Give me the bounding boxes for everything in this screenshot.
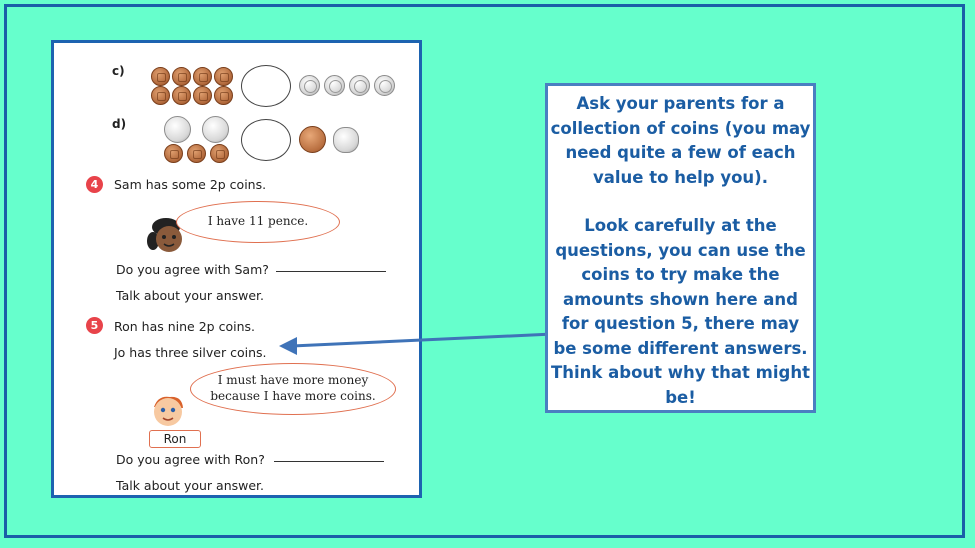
instructions-paragraph-2: Look carefully at the questions, you can use the coins to try make the amounts shown here and for question 5, there may be some different answers. Think about why that might be! [551,216,810,407]
question-5-line1: Ron has nine 2p coins. [114,319,255,334]
part-d-label: d) [112,117,127,131]
question-4-text: Sam has some 2p coins. [114,177,267,192]
arrow-shaft [292,334,553,346]
question-5-badge: 5 [86,317,103,334]
sam-speech-text: I have 11 pence. [207,214,309,228]
question-4-agree-prompt: Do you agree with Sam? [116,262,269,277]
instructions-box [545,83,816,413]
question-5-agree-prompt: Do you agree with Ron? [116,452,265,467]
question-4-talk: Talk about your answer. [116,288,265,303]
part-c-label: c) [112,64,125,78]
arrow-head-icon [279,337,297,355]
instructions-paragraph-1: Ask your parents for a collection of coins (you may need quite a few of each value to help you). [550,94,811,187]
ron-speech-line2: because I have more coins. [210,389,376,403]
ron-name-label: Ron [149,430,201,448]
ron-speech-line1: I must have more money [217,373,369,387]
question-4-badge: 4 [86,176,103,193]
question-5-talk: Talk about your answer. [116,478,265,493]
question-5-line2: Jo has three silver coins. [114,345,267,360]
